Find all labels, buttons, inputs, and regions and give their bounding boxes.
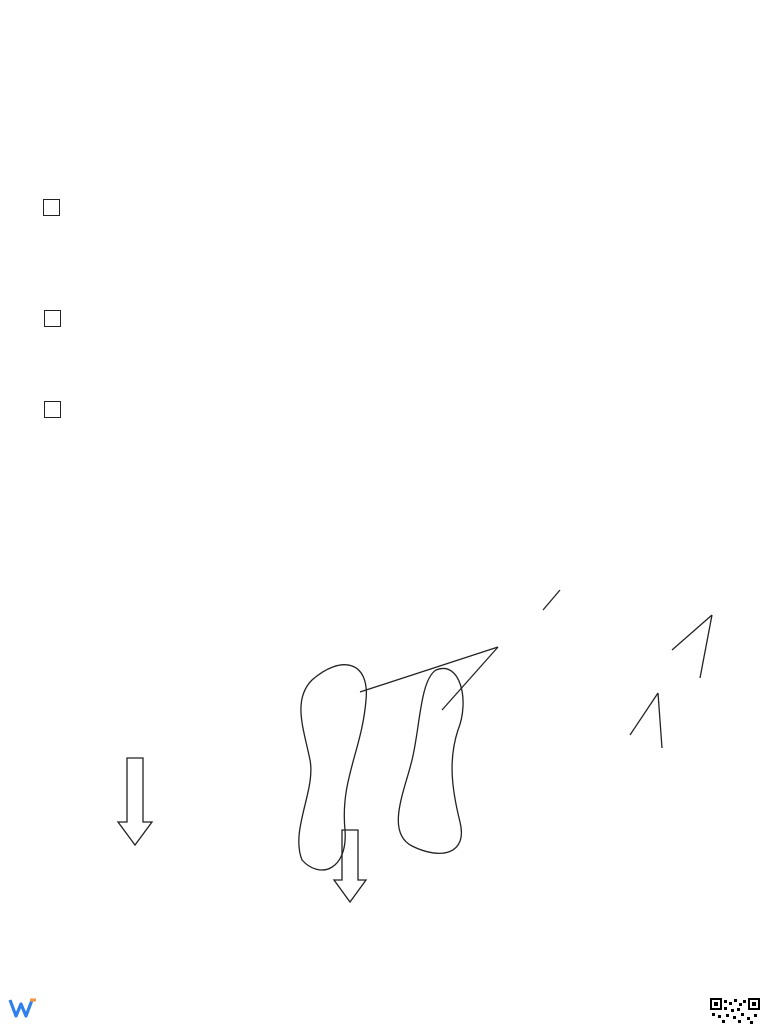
- paragraph-diffusion: [43, 310, 743, 329]
- oxygen-arrow: [118, 758, 152, 845]
- channel-protein-left[interactable]: [299, 665, 367, 870]
- color-checkbox-oxygen[interactable]: [44, 310, 61, 327]
- paragraph-facilitated-diffusion: [43, 401, 743, 420]
- color-checkbox-channel-protein[interactable]: [44, 401, 61, 418]
- cell-membrane-diagram: [40, 560, 740, 940]
- paragraph-phospholipids: [42, 199, 742, 218]
- color-checkbox-phospholipid[interactable]: [43, 199, 60, 216]
- worksheetzone-logo-icon: [8, 996, 38, 1020]
- channel-protein-right[interactable]: [398, 668, 463, 853]
- worksheetzone-logo[interactable]: [8, 996, 41, 1020]
- qr-code[interactable]: [710, 998, 760, 1024]
